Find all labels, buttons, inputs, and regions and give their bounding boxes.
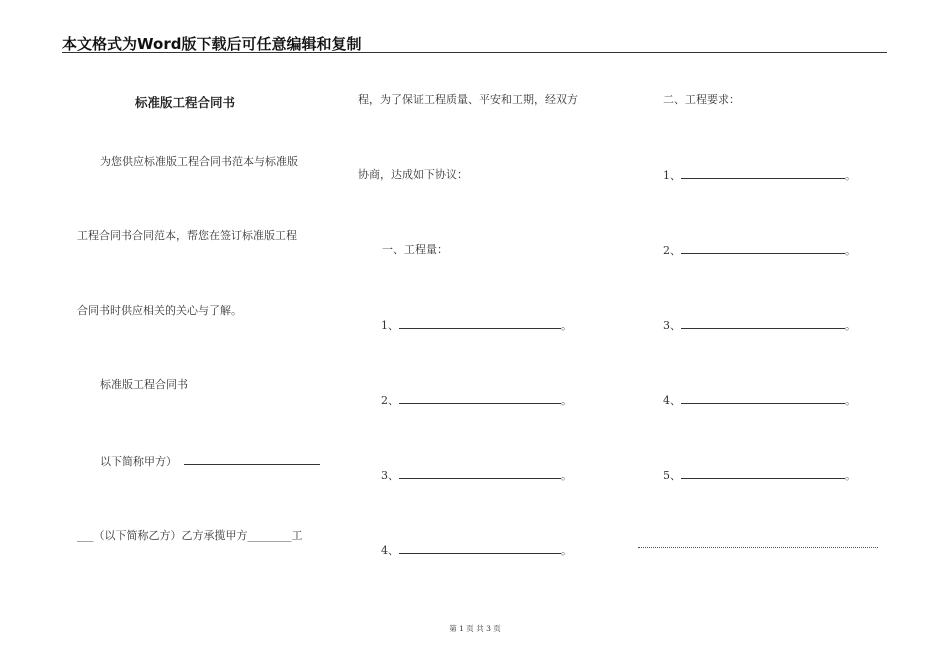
workload-item-3 — [381, 468, 572, 483]
agreement-line-1: 程，为了保证工程质量、平安和工期，经双方 — [358, 93, 578, 106]
item-number: 5、 — [663, 469, 681, 482]
fill-in-blank[interactable] — [681, 243, 845, 254]
section-1-title: 一、工程量： — [382, 243, 448, 256]
item-number: 1、 — [381, 319, 399, 332]
page-footer: 第 1 页 共 3 页 — [449, 624, 501, 633]
item-end: 。 — [845, 469, 856, 482]
fill-in-blank[interactable] — [399, 393, 561, 404]
item-end: 。 — [561, 319, 572, 332]
fill-in-blank[interactable] — [399, 318, 561, 329]
item-number: 3、 — [381, 469, 399, 482]
item-end: 。 — [561, 394, 572, 407]
item-number: 4、 — [381, 544, 399, 557]
item-end: 。 — [845, 169, 856, 182]
item-number: 2、 — [663, 244, 681, 257]
fill-in-blank[interactable] — [399, 468, 561, 479]
contract-subtitle: 标准版工程合同书 — [100, 378, 188, 391]
fill-in-blank[interactable] — [681, 168, 845, 179]
item-end: 。 — [845, 394, 856, 407]
party-a-text: 以下简称甲方） — [100, 455, 177, 468]
intro-line-3: 合同书时供应相关的关心与了解。 — [77, 304, 242, 317]
dotted-divider — [638, 547, 878, 548]
workload-item-1 — [381, 318, 572, 333]
section-2-title: 二、工程要求： — [663, 93, 740, 106]
item-end: 。 — [561, 544, 572, 557]
party-a-line — [100, 454, 320, 469]
requirement-item-3 — [663, 318, 856, 333]
requirement-item-5 — [663, 468, 856, 483]
item-end: 。 — [845, 319, 856, 332]
fill-in-blank[interactable] — [681, 468, 845, 479]
workload-item-2 — [381, 393, 572, 408]
intro-line-2: 工程合同书合同范本，帮您在签订标准版工程 — [77, 229, 297, 242]
party-a-blank[interactable] — [184, 454, 320, 465]
fill-in-blank[interactable] — [681, 393, 845, 404]
intro-line-1: 为您供应标准版工程合同书范本与标准版 — [100, 155, 298, 168]
item-end: 。 — [845, 244, 856, 257]
fill-in-blank[interactable] — [681, 318, 845, 329]
header-title: 本文格式为Word版下载后可任意编辑和复制 — [62, 35, 362, 53]
requirement-item-1 — [663, 168, 856, 183]
requirement-item-4 — [663, 393, 856, 408]
fill-in-blank[interactable] — [399, 543, 561, 554]
requirement-item-2 — [663, 243, 856, 258]
item-number: 4、 — [663, 394, 681, 407]
item-end: 。 — [561, 469, 572, 482]
item-number: 1、 — [663, 169, 681, 182]
item-number: 2、 — [381, 394, 399, 407]
party-b-line: ___（以下简称乙方）乙方承揽甲方________工 — [77, 529, 303, 542]
header-divider — [62, 52, 887, 53]
document-title: 标准版工程合同书 — [135, 95, 236, 110]
agreement-line-2: 协商，达成如下协议： — [358, 168, 468, 181]
workload-item-4 — [381, 543, 572, 558]
item-number: 3、 — [663, 319, 681, 332]
